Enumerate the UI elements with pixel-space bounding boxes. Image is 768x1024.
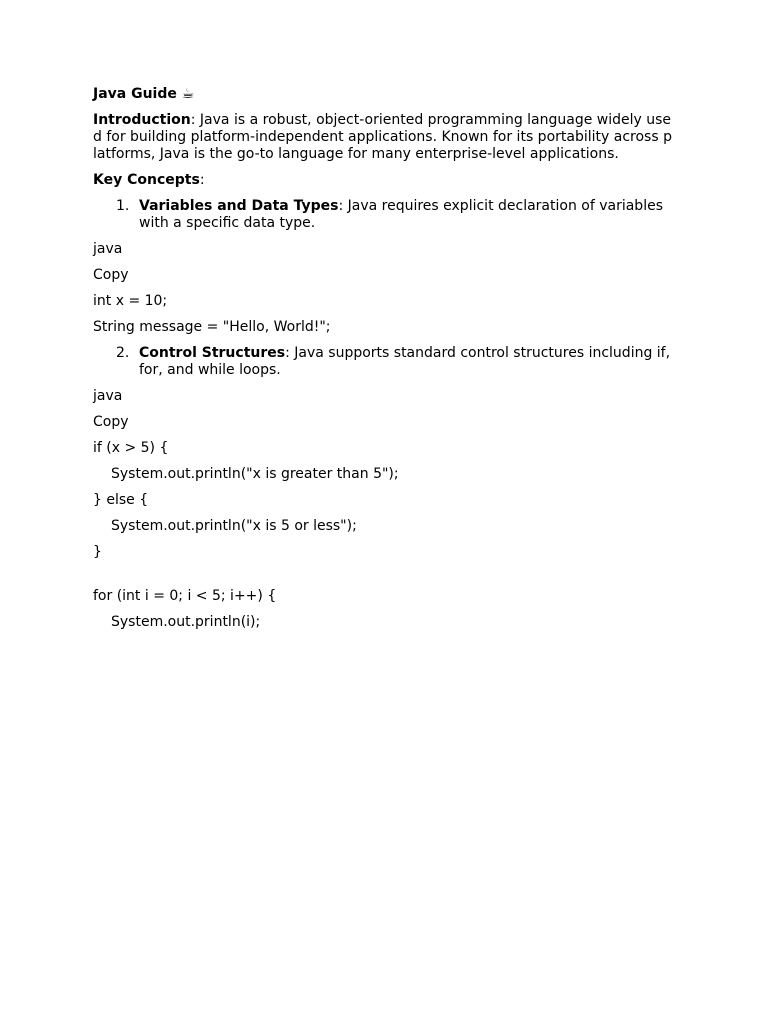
document-page bbox=[93, 86, 675, 640]
list-item bbox=[93, 345, 675, 379]
code-language-label: java bbox=[93, 241, 123, 257]
list-number: 1. bbox=[116, 198, 130, 214]
doc-title bbox=[93, 86, 675, 103]
key-concepts-heading bbox=[93, 172, 675, 189]
code-line: System.out.println("x is greater than 5"); bbox=[111, 466, 399, 482]
list-number: 2. bbox=[116, 345, 130, 361]
key-concepts-label: Key Concepts bbox=[93, 172, 200, 188]
list-item-text: : Java supports standard control structures including if, for, and while loops. bbox=[139, 345, 671, 378]
copy-button[interactable]: Copy bbox=[93, 414, 129, 430]
code-line: System.out.println(i); bbox=[111, 614, 261, 630]
blank-line bbox=[93, 570, 675, 588]
key-concepts-colon: : bbox=[199, 172, 205, 188]
list-item-text: : Java requires explicit declaration of variables with a specific data type. bbox=[139, 198, 663, 231]
code-line: String message = "Hello, World!"; bbox=[93, 319, 331, 335]
code-line: for (int i = 0; i < 5; i++) { bbox=[93, 588, 277, 604]
list-item-label: Control Structures bbox=[139, 345, 286, 361]
code-line: } else { bbox=[93, 492, 149, 508]
code-line: System.out.println("x is 5 or less"); bbox=[111, 518, 357, 534]
intro-paragraph bbox=[93, 112, 675, 163]
copy-button[interactable]: Copy bbox=[93, 267, 129, 283]
code-line: int x = 10; bbox=[93, 293, 168, 309]
code-line: } bbox=[93, 544, 102, 560]
list-item-label: Variables and Data Types bbox=[139, 198, 339, 214]
intro-text: : Java is a robust, object-oriented programming language widely used for building platform-independent applications. Known for its portability across platforms, Java is the go-to language for many enterprise-level applications. bbox=[93, 112, 672, 162]
doc-title-text: Java Guide bbox=[93, 86, 177, 102]
coffee-cup-icon: ☕ bbox=[181, 86, 195, 102]
intro-label: Introduction bbox=[93, 112, 191, 128]
code-line: if (x > 5) { bbox=[93, 440, 169, 456]
list-item bbox=[93, 198, 675, 232]
code-language-label: java bbox=[93, 388, 123, 404]
